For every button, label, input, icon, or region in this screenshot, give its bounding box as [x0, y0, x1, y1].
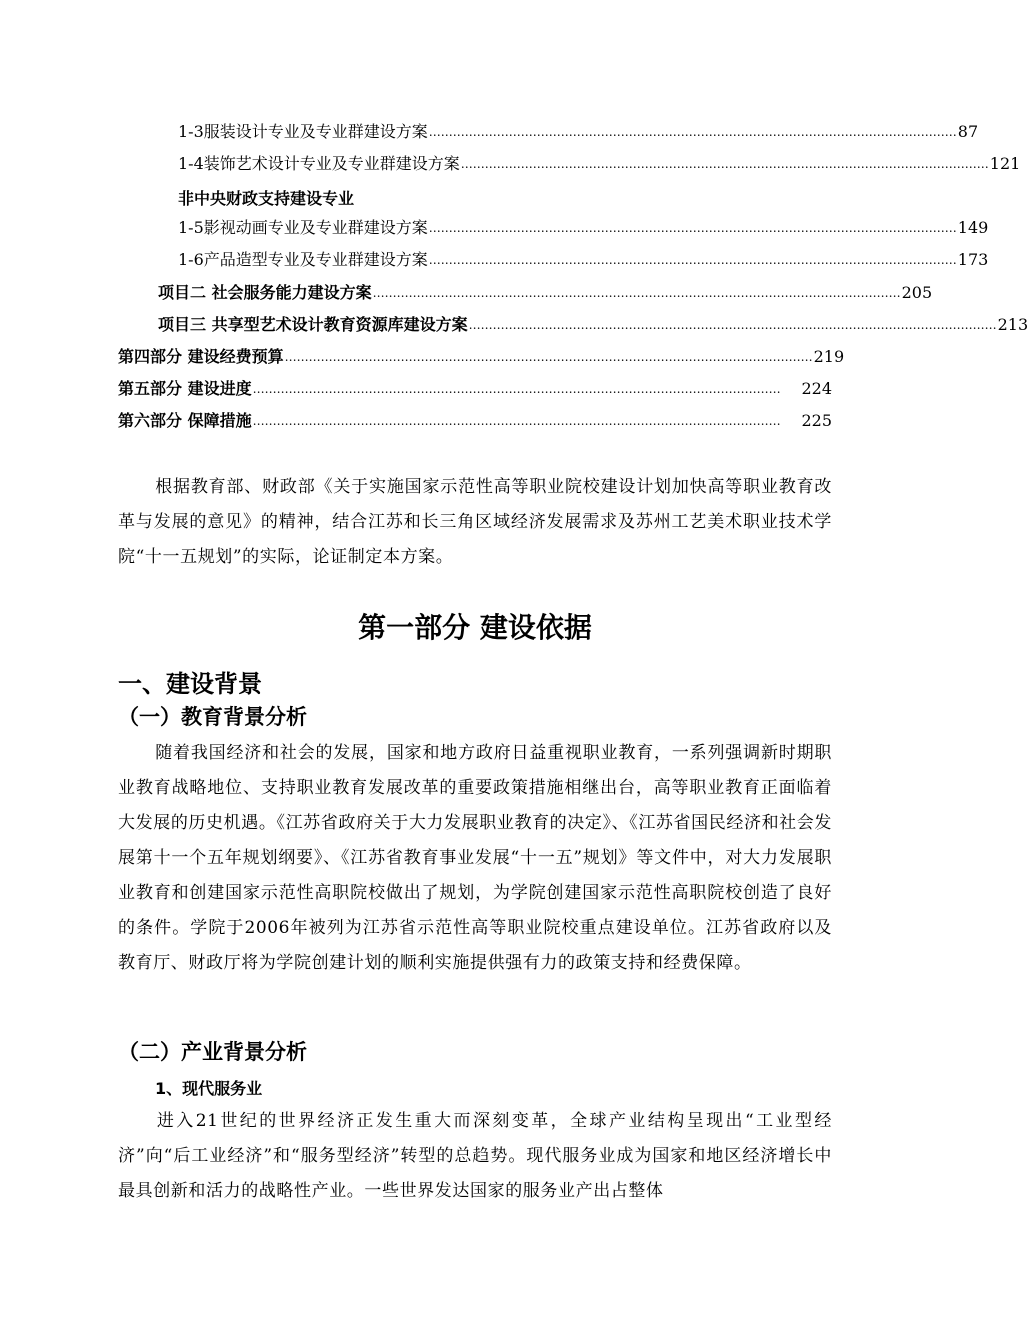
- intro-text: 根据教育部、财政部《关于实施国家示范性高等职业院校建设计划加快高等职业教育改革与发展的意见》的精神，结合江苏和长三角区域经济发展需求及苏州工艺美术职业技术学院“十一五规划”的实际，论证制定本方案。: [118, 477, 832, 567]
- toc-entry-title: 项目三 共享型艺术设计教育资源库建设方案: [158, 315, 468, 334]
- toc-page-number: 219: [813, 347, 845, 366]
- toc-entry-title: 1-4装饰艺术设计专业及专业群建设方案: [178, 154, 460, 173]
- toc-entry-1-4[interactable]: [178, 150, 1021, 174]
- toc-page-number: 213: [997, 315, 1028, 334]
- toc-leader-dots: ……………………………………………………………………………………………………………………: [252, 382, 781, 396]
- education-paragraph: [118, 736, 832, 981]
- toc-page-number: 173: [957, 250, 989, 269]
- toc-leader-dots: ……………………………………………………………………………………………………………………: [372, 286, 901, 300]
- toc-entry-title: 1-3服装设计专业及专业群建设方案: [178, 122, 428, 141]
- toc-entry-title: 第五部分 建设进度: [118, 379, 252, 398]
- toc-entry-1-6[interactable]: [178, 246, 989, 270]
- part-title: 第一部分 建设依据: [358, 611, 592, 644]
- toc-entry-project-3[interactable]: [158, 311, 1028, 335]
- toc-entry-title: 第六部分 保障措施: [118, 411, 252, 430]
- toc-entry-title: 1-5影视动画专业及专业群建设方案: [178, 218, 428, 237]
- toc-page-number: 121: [989, 154, 1021, 173]
- item-heading-modern-service: 1、现代服务业: [155, 1079, 263, 1098]
- toc-leader-dots: ……………………………………………………………………………………………………………………: [252, 414, 781, 428]
- intro-paragraph: [118, 470, 832, 575]
- toc-leader-dots: ……………………………………………………………………………………………………………………: [460, 157, 989, 171]
- toc-leader-dots: ……………………………………………………………………………………………………………………: [284, 350, 813, 364]
- toc-entry-part-6[interactable]: [118, 407, 832, 431]
- industry-text: 进入21世纪的世界经济正发生重大而深刻变革，全球产业结构呈现出“工业型经济”向“后工业经济”和“服务型经济”转型的总趋势。现代服务业成为国家和地区经济增长中最具创新和活力的战略性产业。一些世界发达国家的服务业产出占整体: [118, 1111, 832, 1201]
- toc-page-number: 87: [957, 122, 979, 141]
- toc-entry-title: 项目二 社会服务能力建设方案: [158, 283, 372, 302]
- toc-page-number: 225: [801, 411, 832, 430]
- toc-entry-title: 1-6产品造型专业及专业群建设方案: [178, 250, 428, 269]
- industry-paragraph: [118, 1104, 832, 1209]
- subsection-heading-industry: （二）产业背景分析: [118, 1040, 307, 1064]
- toc-entry-part-5[interactable]: [118, 375, 832, 399]
- toc-entry-title: 第四部分 建设经费预算: [118, 347, 284, 366]
- toc-leader-dots: ……………………………………………………………………………………………………………………: [428, 125, 957, 139]
- toc-group-heading: 非中央财政支持建设专业: [178, 189, 355, 208]
- toc-entry-1-5[interactable]: [178, 214, 989, 238]
- toc-page-number: 149: [957, 218, 989, 237]
- section-heading: 一、建设背景: [118, 670, 262, 698]
- toc-leader-dots: ……………………………………………………………………………………………………………………: [428, 221, 957, 235]
- toc-entry-project-2[interactable]: [158, 279, 933, 303]
- toc-leader-dots: ……………………………………………………………………………………………………………………: [468, 318, 997, 332]
- toc-leader-dots: ……………………………………………………………………………………………………………………: [428, 253, 957, 267]
- toc-page-number: 205: [901, 283, 933, 302]
- toc-entry-1-3[interactable]: [178, 118, 979, 142]
- toc-page-number: 224: [801, 379, 832, 398]
- subsection-heading-education: （一）教育背景分析: [118, 705, 307, 729]
- education-text: 随着我国经济和社会的发展，国家和地方政府日益重视职业教育，一系列强调新时期职业教育战略地位、支持职业教育发展改革的重要政策措施相继出台，高等职业教育正面临着大发展的历史机遇。《江苏省政府关于大力发展职业教育的决定》、《江苏省国民经济和社会发展第十一个五年规划纲要》、《江苏省教育事业发展“十一五”规划》等文件中，对大力发展职业教育和创建国家示范性高职院校做出了规划，为学院创建国家示范性高职院校创造了良好的条件。学院于2006年被列为江苏省示范性高等职业院校重点建设单位。江苏省政府以及教育厅、财政厅将为学院创建计划的顺利实施提供强有力的政策支持和经费保障。: [118, 743, 832, 973]
- toc-entry-part-4[interactable]: [118, 343, 845, 367]
